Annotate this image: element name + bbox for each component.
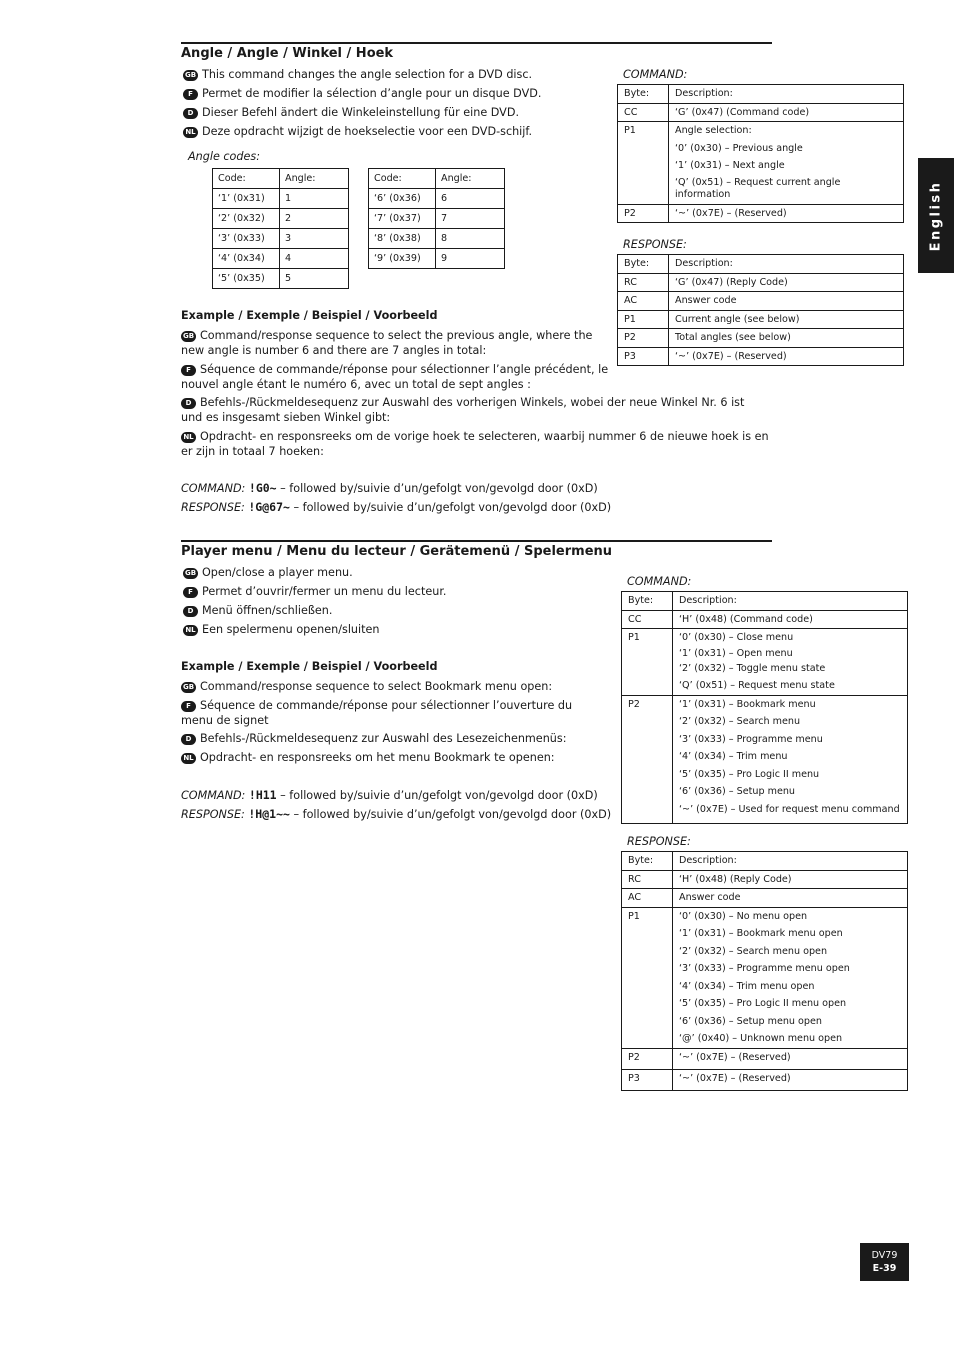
example-line: NL Opdracht- en responsreeks om de vorige hoek te selecteren, waarbij nummer 6 de nieuwe hoek is en er zijn in totaal 7 hoeken: — [181, 430, 769, 458]
table-row: CC ‘H’ (0x48) (Command code) — [622, 610, 908, 629]
lang-line: NL Deze opdracht wijzigt de hoekselectie voor een DVD-schijf. — [183, 124, 532, 139]
command-table-label: COMMAND: — [627, 575, 692, 588]
command-table — [617, 84, 904, 223]
command-line: COMMAND: !G0~ – followed by/suivie d’un/gefolgt von/gevolgd door (0xD) — [181, 481, 598, 495]
table-row: ‘6’ (0x36) 6 — [369, 189, 505, 209]
table-row: P2 ‘1’ (0x31) – Bookmark menu ‘2’ (0x32) – Search menu ‘3’ (0x33) – Programme menu ‘4’ (0x34) – Trim menu ‘5’ (0x35) – Pro Logic II menu ‘6’ (0x36) – Setup menu ‘~’ (0x7E) – Used for request menu command — [622, 695, 908, 823]
table-row: ‘9’ (0x39) 9 — [369, 249, 505, 269]
example-line: F Séquence de commande/réponse pour sélectionner l’angle précédent, le nouvel angle étant le numéro 6, avec un total de sept angles : — [181, 363, 609, 391]
flag-icon: NL — [181, 432, 196, 443]
flag-icon: D — [183, 606, 198, 617]
flag-icon: NL — [183, 625, 198, 636]
section-rule — [181, 540, 772, 542]
table-row: ‘3’ (0x33) 3 — [213, 229, 349, 249]
section-rule — [181, 42, 772, 44]
example-line: D Befehls-/Rückmeldesequenz zur Auswahl des vorherigen Winkels, wobei der neue Winkel Nr. 6 ist und es insgesamt sieben Winkel gibt: — [181, 396, 745, 424]
section-title: Player menu / Menu du lecteur / Gerätemenü / Spelermenu — [181, 544, 613, 559]
response-code: !H@1~~ — [248, 807, 290, 821]
table-row: P2 ‘~’ (0x7E) – (Reserved) — [618, 204, 904, 223]
lang-line: GB Open/close a player menu. — [184, 566, 353, 579]
example-line: F Séquence de commande/réponse pour sélectionner l’ouverture du menu de signet — [181, 699, 573, 727]
response-table — [617, 254, 904, 366]
angle-codes-table-right — [368, 168, 505, 269]
example-line: GB Command/response sequence to select the previous angle, where the new angle is number 6 and there are 7 angles in total: — [181, 329, 593, 357]
command-code: !H11 — [248, 788, 277, 802]
flag-icon: GB — [182, 683, 195, 691]
response-table-label: RESPONSE: — [623, 238, 687, 251]
angle-codes-table-left — [212, 168, 349, 289]
example-line: NL Opdracht- en responsreeks om het menu Bookmark te openen: — [181, 750, 611, 765]
response-line: RESPONSE: !G@67~ – followed by/suivie d’un/gefolgt von/gevolgd door (0xD) — [181, 500, 612, 514]
table-row: P1 Angle selection: ‘0’ (0x30) – Previous angle ‘1’ (0x31) – Next angle ‘Q’ (0x51) – Request current angle information — [618, 122, 904, 205]
table-row: P3 ‘~’ (0x7E) – (Reserved) — [622, 1069, 908, 1090]
flag-icon: D — [183, 108, 198, 119]
lang-line: D Dieser Befehl ändert die Winkeleinstellung für eine DVD. — [183, 105, 519, 120]
lang-line: F Permet d’ouvrir/fermer un menu du lecteur. — [183, 584, 446, 599]
flag-icon: NL — [183, 127, 198, 138]
table-row: ‘2’ (0x32) 2 — [213, 209, 349, 229]
table-row: ‘8’ (0x38) 8 — [369, 229, 505, 249]
flag-icon: D — [181, 734, 196, 745]
example-heading: Example / Exemple / Beispiel / Voorbeeld — [181, 660, 438, 673]
example-line: D Befehls-/Rückmeldesequenz zur Auswahl des Lesezeichenmenüs: — [181, 731, 611, 746]
model-label: DV79 — [871, 1250, 898, 1261]
table-row: P2 ‘~’ (0x7E) – (Reserved) — [622, 1048, 908, 1069]
lang-line: F Permet de modifier la sélection d’angle pour un disque DVD. — [183, 86, 541, 101]
language-side-tab — [918, 158, 954, 273]
flag-icon: F — [183, 587, 198, 598]
command-table-label: COMMAND: — [623, 68, 688, 81]
table-row: ‘1’ (0x31) 1 — [213, 189, 349, 209]
response-table-label: RESPONSE: — [627, 835, 691, 848]
table-row: P3 ‘~’ (0x7E) – (Reserved) — [618, 347, 904, 366]
flag-icon: F — [183, 89, 198, 100]
table-row: P1 ‘0’ (0x30) – No menu open ‘1’ (0x31) – Bookmark menu open ‘2’ (0x32) – Search menu open ‘3’ (0x33) – Programme menu open ‘4’ (0x34) – Trim menu open ‘5’ (0x35) – Pro Logic II menu open ‘6’ (0x36) – Setup menu open ‘@’ (0x40) – Unknown menu open — [622, 907, 908, 1048]
flag-icon: NL — [181, 753, 196, 764]
lang-line: D Menü öffnen/schließen. — [183, 603, 332, 618]
table-row: ‘5’ (0x35) 5 — [213, 269, 349, 289]
table-row: RC ‘G’ (0x47) (Reply Code) — [618, 273, 904, 292]
table-row: ‘4’ (0x34) 4 — [213, 249, 349, 269]
lang-line: NL Een spelermenu openen/sluiten — [183, 622, 379, 637]
table-row: AC Answer code — [618, 292, 904, 311]
page-number: E-39 — [872, 1263, 897, 1274]
flag-icon: GB — [184, 569, 197, 577]
flag-icon: F — [181, 365, 196, 376]
flag-icon: D — [181, 398, 196, 409]
command-code: !G0~ — [248, 481, 277, 495]
response-code: !G@67~ — [248, 500, 290, 514]
table-row: P1 Current angle (see below) — [618, 310, 904, 329]
example-line: GB Command/response sequence to select Bookmark menu open: — [182, 680, 553, 693]
table-row: AC Answer code — [622, 889, 908, 908]
example-heading: Example / Exemple / Beispiel / Voorbeeld — [181, 309, 438, 322]
flag-icon: F — [181, 701, 196, 712]
table-header-row: Byte: Description: — [622, 592, 908, 611]
command-line: COMMAND: !H11 – followed by/suivie d’un/gefolgt von/gevolgd door (0xD) — [181, 788, 598, 802]
table-row: P1 ‘0’ (0x30) – Close menu ‘1’ (0x31) – Open menu ‘2’ (0x32) – Toggle menu state ‘Q’ (0x51) – Request menu state — [622, 629, 908, 696]
table-row: RC ‘H’ (0x48) (Reply Code) — [622, 870, 908, 889]
table-row: P2 Total angles (see below) — [618, 329, 904, 348]
table-row: CC ‘G’ (0x47) (Command code) — [618, 103, 904, 122]
table-header-row: Byte: Description: — [618, 255, 904, 274]
table-row: ‘7’ (0x37) 7 — [369, 209, 505, 229]
table-header-row: Code: Angle: — [213, 169, 349, 189]
language-tab-label: English — [928, 180, 944, 251]
table-header-row: Code: Angle: — [369, 169, 505, 189]
response-line: RESPONSE: !H@1~~ – followed by/suivie d’un/gefolgt von/gevolgd door (0xD) — [181, 807, 612, 821]
flag-icon: GB — [184, 71, 197, 79]
command-table — [621, 591, 908, 824]
response-table — [621, 851, 908, 1091]
table-header-row: Byte: Description: — [622, 852, 908, 871]
table-header-row: Byte: Description: — [618, 85, 904, 104]
angle-codes-label: Angle codes: — [188, 150, 260, 163]
page-number-box — [860, 1243, 909, 1281]
section-title: Angle / Angle / Winkel / Hoek — [181, 46, 394, 61]
lang-line: GB This command changes the angle selection for a DVD disc. — [184, 68, 533, 81]
flag-icon: GB — [182, 332, 195, 340]
